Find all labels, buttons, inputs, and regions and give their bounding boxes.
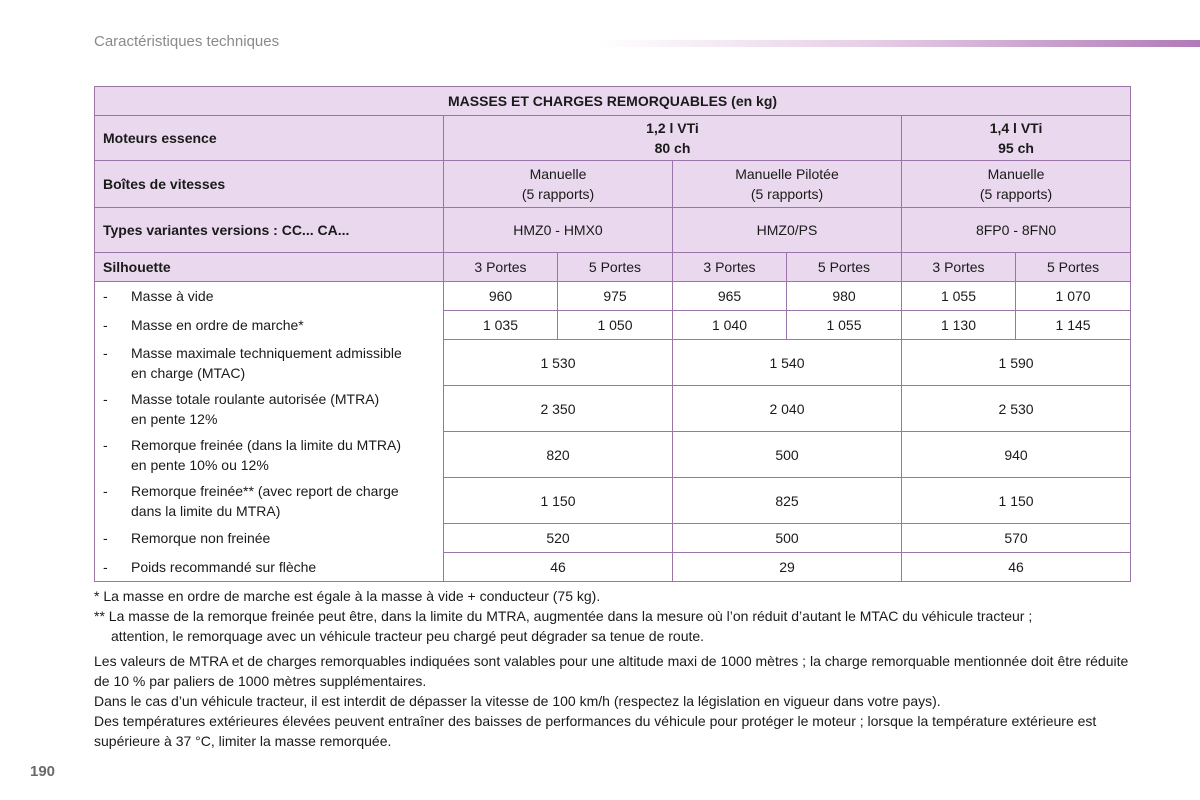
table-row	[95, 386, 1131, 432]
value-cell: 1 590	[902, 340, 1131, 386]
value-cell: 500	[673, 432, 902, 478]
types-row-label: Types variantes versions : CC... CA...	[95, 208, 444, 253]
footnote-1: * La masse en ordre de marche est égale à la masse à vide + conducteur (75 kg).	[94, 588, 601, 604]
value-cell: 500	[673, 524, 902, 553]
value-cell: 1 150	[444, 478, 673, 524]
notes-section	[94, 586, 1134, 751]
row-label: - Poids recommandé sur flèche	[95, 553, 444, 582]
table-row	[95, 478, 1131, 524]
table-row	[95, 311, 1131, 340]
row-label: - Remorque non freinée	[95, 524, 444, 553]
engine-1-4-vti: 1,4 l VTi 95 ch	[902, 116, 1131, 161]
gearbox-manual-1: Manuelle (5 rapports)	[444, 161, 673, 208]
page-number: 190	[30, 763, 56, 780]
row-label: - Masse totale roulante autorisée (MTRA) en pente 12%	[95, 386, 444, 432]
value-cell: 940	[902, 432, 1131, 478]
engine-1-2-vti: 1,2 l VTi 80 ch	[444, 116, 902, 161]
gearbox-manual-2: Manuelle (5 rapports)	[902, 161, 1131, 208]
type-cell: 8FP0 - 8FN0	[902, 208, 1131, 253]
value-cell: 1 055	[902, 282, 1016, 311]
value-cell: 975	[558, 282, 673, 311]
value-cell: 2 040	[673, 386, 902, 432]
value-cell: 825	[673, 478, 902, 524]
table-row	[95, 524, 1131, 553]
value-cell: 1 055	[787, 311, 902, 340]
value-cell: 2 530	[902, 386, 1131, 432]
section-title: Caractéristiques techniques	[94, 33, 280, 50]
value-cell: 1 150	[902, 478, 1131, 524]
row-label: - Remorque freinée** (avec report de charge dans la limite du MTRA)	[95, 478, 444, 524]
engine-row-label: Moteurs essence	[95, 116, 444, 161]
value-cell: 965	[673, 282, 787, 311]
value-cell: 570	[902, 524, 1131, 553]
gearbox-row-label: Boîtes de vitesses	[95, 161, 444, 208]
table-row	[95, 432, 1131, 478]
towing-masses-table	[94, 86, 1131, 582]
row-label: - Masse maximale techniquement admissible en charge (MTAC)	[95, 340, 444, 386]
table-title: MASSES ET CHARGES REMORQUABLES (en kg)	[95, 87, 1131, 116]
value-cell: 1 530	[444, 340, 673, 386]
value-cell: 1 540	[673, 340, 902, 386]
silhouette-cell: 3 Portes	[444, 253, 558, 282]
value-cell: 820	[444, 432, 673, 478]
silhouette-cell: 5 Portes	[1016, 253, 1131, 282]
value-cell: 1 035	[444, 311, 558, 340]
value-cell: 46	[444, 553, 673, 582]
value-cell: 2 350	[444, 386, 673, 432]
table-row	[95, 282, 1131, 311]
footnote-2-line2: attention, le remorquage avec un véhicule tracteur peu chargé peut dégrader sa tenue de route.	[111, 628, 705, 644]
paragraph-temperature: Des températures extérieures élevées peuvent entraîner des baisses de performances du véhicule pour protéger le moteur ; lorsque la température extérieure est supérieure à 37 °C, limiter la masse remorquée.	[94, 713, 1097, 749]
silhouette-cell: 3 Portes	[902, 253, 1016, 282]
silhouette-cell: 5 Portes	[558, 253, 673, 282]
row-label: - Masse à vide	[95, 282, 444, 311]
value-cell: 960	[444, 282, 558, 311]
paragraph-altitude: Les valeurs de MTRA et de charges remorquables indiquées sont valables pour une altitude maxi de 1000 mètres ; la charge remorquable mentionnée doit être réduite de 10 % par paliers de 1000 mètres supplémentaires.	[94, 653, 1129, 689]
type-cell: HMZ0 - HMX0	[444, 208, 673, 253]
table-row	[95, 340, 1131, 386]
header-accent-bar	[600, 40, 1200, 47]
silhouette-row-label: Silhouette	[95, 253, 444, 282]
gearbox-piloted: Manuelle Pilotée (5 rapports)	[673, 161, 902, 208]
row-label: - Remorque freinée (dans la limite du MTRA) en pente 10% ou 12%	[95, 432, 444, 478]
value-cell: 1 040	[673, 311, 787, 340]
paragraph-speed: Dans le cas d’un véhicule tracteur, il est interdit de dépasser la vitesse de 100 km/h (respectez la législation en vigueur dans votre pays).	[94, 693, 941, 709]
row-label: - Masse en ordre de marche*	[95, 311, 444, 340]
value-cell: 1 070	[1016, 282, 1131, 311]
value-cell: 520	[444, 524, 673, 553]
silhouette-cell: 5 Portes	[787, 253, 902, 282]
value-cell: 1 145	[1016, 311, 1131, 340]
footnote-2-line1: ** La masse de la remorque freinée peut être, dans la limite du MTRA, augmentée dans la mesure où l’on réduit d’autant le MTAC du véhicule tracteur ;	[94, 608, 1033, 624]
table-row	[95, 553, 1131, 582]
type-cell: HMZ0/PS	[673, 208, 902, 253]
value-cell: 980	[787, 282, 902, 311]
silhouette-cell: 3 Portes	[673, 253, 787, 282]
value-cell: 46	[902, 553, 1131, 582]
value-cell: 1 130	[902, 311, 1016, 340]
value-cell: 1 050	[558, 311, 673, 340]
value-cell: 29	[673, 553, 902, 582]
